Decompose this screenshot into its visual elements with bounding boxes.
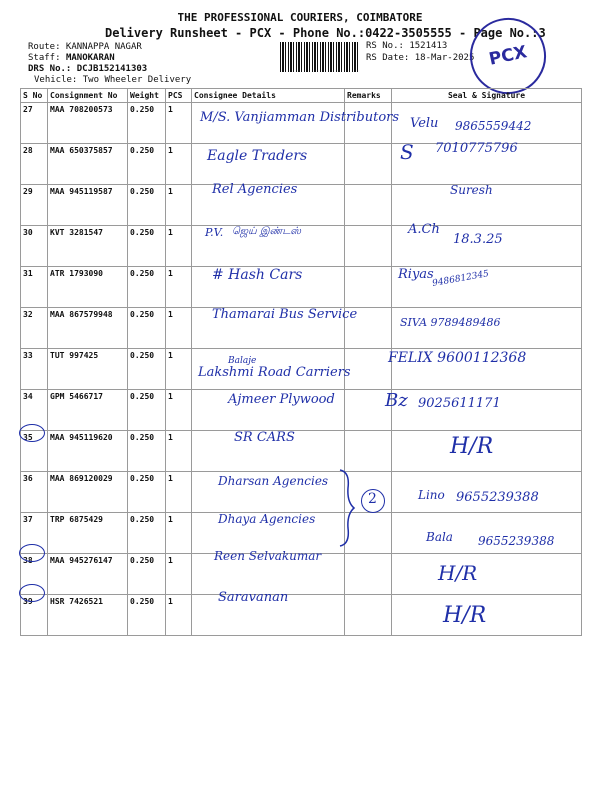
consignee-hand-27: M/S. Vanjiamman Distributors xyxy=(200,110,400,125)
rs-number: RS No.: 1521413 xyxy=(366,41,448,51)
col-signature: Seal & Signature xyxy=(392,89,582,103)
brace-mark xyxy=(336,468,360,548)
brace-number: 2 xyxy=(368,491,377,507)
remarks-cell xyxy=(345,595,392,636)
col-remarks: Remarks xyxy=(345,89,392,103)
pcs-cell: 1 xyxy=(166,144,192,185)
signature-32: SIVA 9789489486 xyxy=(400,316,501,329)
weight-cell: 0.250 xyxy=(128,103,166,144)
pcx-stamp: PCX xyxy=(463,11,553,101)
sno-cell: 37 xyxy=(21,513,48,554)
consignee-hand-36: Dharsan Agencies xyxy=(218,474,329,488)
company-title: THE PROFESSIONAL COURIERS, COIMBATORE xyxy=(177,11,423,24)
pcs-cell: 1 xyxy=(166,390,192,431)
consignee-hand-35: SR CARS xyxy=(234,430,295,445)
remarks-cell xyxy=(345,267,392,308)
sno-cell: 38 xyxy=(21,554,48,595)
weight-cell: 0.250 xyxy=(128,595,166,636)
weight-cell: 0.250 xyxy=(128,390,166,431)
barcode xyxy=(280,42,360,72)
consignment-no-cell: GPM 5466717 xyxy=(48,390,128,431)
consignee-tamil-30: ஜெய் இண்டஸ் xyxy=(232,226,302,237)
col-sno: S No xyxy=(21,89,48,103)
consignee-hand-31: # Hash Cars xyxy=(212,267,303,283)
sig-name-36: Lino xyxy=(418,488,445,502)
sno-cell: 29 xyxy=(21,185,48,226)
consignee-hand-38: Reen Selvakumar xyxy=(214,549,322,563)
weight-cell: 0.250 xyxy=(128,185,166,226)
weight-cell: 0.250 xyxy=(128,226,166,267)
consignment-no-cell: TRP 6875429 xyxy=(48,513,128,554)
consignee-hand-33: Lakshmi Road Carriers xyxy=(198,365,351,380)
table-row xyxy=(21,185,582,226)
signature-37: 9655239388 xyxy=(478,534,555,548)
rs-date: RS Date: 18-Mar-2025 xyxy=(366,53,475,63)
signature-39: H/R xyxy=(443,603,487,628)
consignment-no-cell: KVT 3281547 xyxy=(48,226,128,267)
sno-cell: 39 xyxy=(21,595,48,636)
sig-name-37: Bala xyxy=(426,530,453,544)
sno-cell: 34 xyxy=(21,390,48,431)
col-pcs: PCS xyxy=(166,89,192,103)
weight-cell: 0.250 xyxy=(128,431,166,472)
sig-name-28: S xyxy=(400,140,414,164)
signature-36: 9655239388 xyxy=(456,490,539,505)
drs-number: DRS No.: DCJB152141303 xyxy=(28,64,148,74)
remarks-cell xyxy=(345,185,392,226)
pcs-cell: 1 xyxy=(166,226,192,267)
sig-name-30: A.Ch xyxy=(408,222,440,237)
consignee-hand-39: Saravanan xyxy=(218,590,289,605)
sno-cell: 36 xyxy=(21,472,48,513)
weight-cell: 0.250 xyxy=(128,472,166,513)
signature-33: FELIX 9600112368 xyxy=(388,350,527,366)
weight-cell: 0.250 xyxy=(128,308,166,349)
staff-line xyxy=(28,53,115,64)
sno-circle-39 xyxy=(19,584,45,602)
signature-cell xyxy=(392,554,582,595)
consignment-no-cell: MAA 650375857 xyxy=(48,144,128,185)
weight-cell: 0.250 xyxy=(128,144,166,185)
pcs-cell: 1 xyxy=(166,431,192,472)
table-header-row xyxy=(21,89,582,103)
balaje-note: Balaje xyxy=(228,356,257,366)
weight-cell: 0.250 xyxy=(128,349,166,390)
signature-38: H/R xyxy=(438,561,478,585)
remarks-cell xyxy=(345,349,392,390)
table-row xyxy=(21,431,582,472)
consignment-no-cell: MAA 945276147 xyxy=(48,554,128,595)
pcs-cell: 1 xyxy=(166,185,192,226)
consignment-no-cell: MAA 708200573 xyxy=(48,103,128,144)
runsheet-title: Delivery Runsheet - PCX - Phone No.:0422-3505555 - Page No.:3 xyxy=(105,26,546,40)
consignment-no-cell: TUT 997425 xyxy=(48,349,128,390)
sno-cell: 28 xyxy=(21,144,48,185)
consignee-hand-30: P.V. xyxy=(205,226,224,239)
sig-name-29: Suresh xyxy=(450,183,493,197)
sig-name-34: Bz xyxy=(385,390,408,411)
sno-cell: 30 xyxy=(21,226,48,267)
sno-cell: 35 xyxy=(21,431,48,472)
consignee-hand-34: Ajmeer Plywood xyxy=(228,392,335,407)
signature-cell xyxy=(392,595,582,636)
col-consignee: Consignee Details xyxy=(192,89,345,103)
consignment-no-cell: MAA 869120029 xyxy=(48,472,128,513)
consignee-hand-28: Eagle Traders xyxy=(207,148,308,164)
col-weight: Weight xyxy=(128,89,166,103)
staff-label: Staff: xyxy=(28,53,61,63)
weight-cell: 0.250 xyxy=(128,267,166,308)
remarks-cell xyxy=(345,226,392,267)
weight-cell: 0.250 xyxy=(128,513,166,554)
consignee-hand-29: Rel Agencies xyxy=(212,182,298,197)
pcs-cell: 1 xyxy=(166,349,192,390)
pcs-cell: 1 xyxy=(166,554,192,595)
pcs-cell: 1 xyxy=(166,103,192,144)
pcs-cell: 1 xyxy=(166,308,192,349)
sig-name-31: Riyas xyxy=(398,267,434,282)
sno-cell: 33 xyxy=(21,349,48,390)
vehicle-label: Vehicle: Two Wheeler Delivery xyxy=(34,75,192,85)
pcs-cell: 1 xyxy=(166,267,192,308)
sno-circle-35 xyxy=(19,424,45,442)
pcs-cell: 1 xyxy=(166,595,192,636)
pcs-cell: 1 xyxy=(166,513,192,554)
signature-35: H/R xyxy=(450,434,494,459)
col-consignment: Consignment No xyxy=(48,89,128,103)
sno-cell: 27 xyxy=(21,103,48,144)
consignee-hand-32: Thamarai Bus Service xyxy=(212,307,358,322)
staff-name: MANOKARAN xyxy=(65,53,115,63)
table-row xyxy=(21,595,582,636)
signature-27: 9865559442 xyxy=(455,119,532,133)
pcs-cell: 1 xyxy=(166,472,192,513)
remarks-cell xyxy=(345,554,392,595)
consignee-hand-37: Dhaya Agencies xyxy=(218,512,316,526)
signature-28: 7010775796 xyxy=(435,141,518,156)
sig-number-31: 9486812345 xyxy=(431,269,490,289)
sno-cell: 31 xyxy=(21,267,48,308)
consignment-no-cell: HSR 7426521 xyxy=(48,595,128,636)
weight-cell: 0.250 xyxy=(128,554,166,595)
remarks-cell xyxy=(345,431,392,472)
consignment-no-cell: MAA 945119620 xyxy=(48,431,128,472)
route-label: Route: KANNAPPA NAGAR xyxy=(28,42,142,52)
consignment-no-cell: MAA 945119587 xyxy=(48,185,128,226)
sig-name-27: Velu xyxy=(410,116,439,131)
signature-30: 18.3.25 xyxy=(453,232,503,247)
consignment-no-cell: ATR 1793090 xyxy=(48,267,128,308)
sno-circle-38 xyxy=(19,544,45,562)
signature-34: 9025611171 xyxy=(418,396,501,411)
consignment-no-cell: MAA 867579948 xyxy=(48,308,128,349)
sno-cell: 32 xyxy=(21,308,48,349)
remarks-cell xyxy=(345,144,392,185)
